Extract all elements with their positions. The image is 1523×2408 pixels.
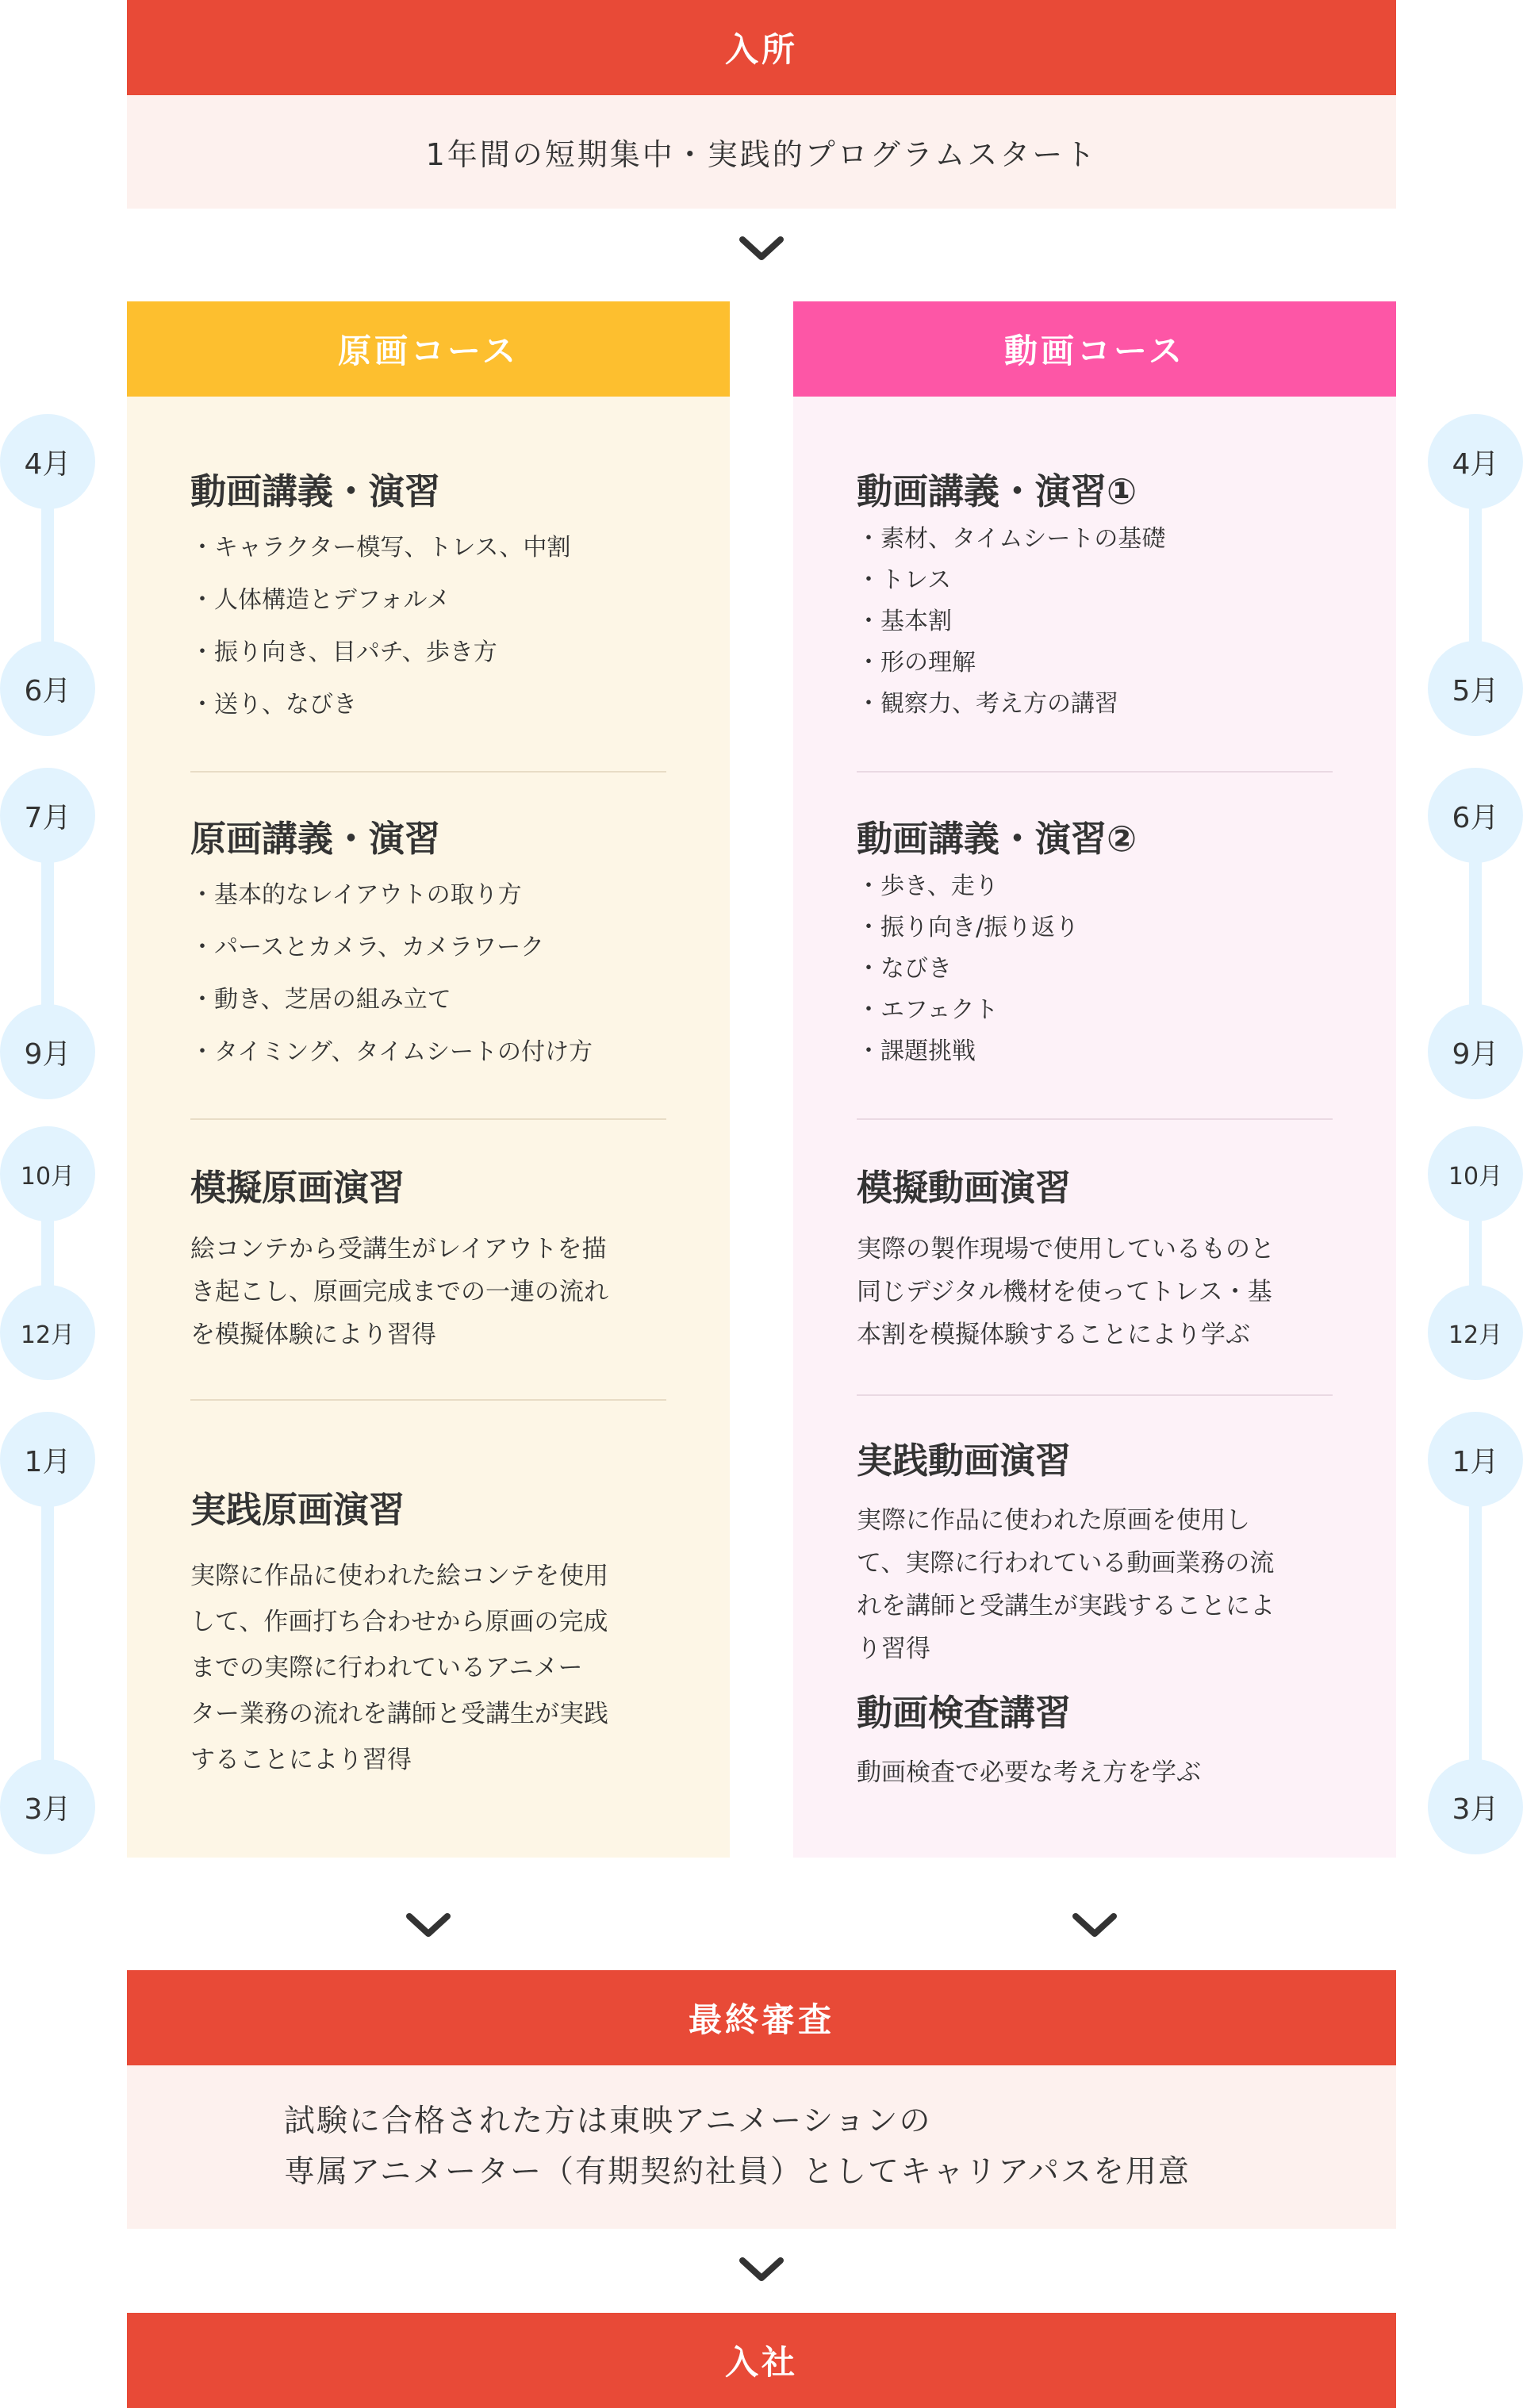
entry-subtitle: 1年間の短期集中・実践的プログラムスタート (425, 137, 1098, 172)
month-marker: 12月 (1428, 1285, 1523, 1380)
month-marker: 12月 (0, 1285, 95, 1380)
month-marker: 1月 (1428, 1412, 1523, 1507)
join-title: 入社 (724, 2343, 798, 2382)
section-title: 実践動画演習 (857, 1440, 1072, 1482)
section-title: 動画講義・演習 (190, 470, 441, 512)
final-exam-description: 試験に合格された方は東映アニメーションの 専属アニメーター（有期契約社員）としてキャリアパスを用意 (284, 2103, 1191, 2190)
section-divider (857, 1118, 1333, 1120)
section-title: 模擬原画演習 (190, 1167, 405, 1209)
genga-course-header: 原画コース (127, 301, 730, 397)
section-description: 動画検査で必要な考え方を学ぶ (857, 1758, 1201, 1787)
entry-title: 入所 (724, 30, 798, 69)
month-marker: 4月 (1428, 414, 1523, 509)
list-item: ・素材、タイムシートの基礎 (857, 525, 1166, 553)
month-marker: 6月 (0, 641, 95, 736)
month-marker: 1月 (0, 1412, 95, 1507)
section-divider (857, 1394, 1333, 1396)
list-item: ・人体構造とデフォルメ (190, 586, 451, 614)
list-item: ・エフェクト (857, 996, 999, 1024)
section-divider (857, 771, 1333, 773)
list-item: ・観察力、考え方の講習 (857, 690, 1118, 718)
final-exam-band (127, 2065, 1396, 2229)
month-marker: 7月 (0, 768, 95, 863)
timeline-left-line-4 (41, 1459, 54, 1808)
douga-section-jissen (857, 1437, 1333, 1670)
list-item: ・基本的なレイアウトの取り方 (190, 881, 522, 909)
section-title: 動画講義・演習② (857, 818, 1137, 860)
list-item: ・振り向き/振り返り (857, 914, 1080, 941)
chevron-down-icon (738, 2256, 785, 2284)
section-divider (190, 1118, 666, 1120)
douga-course-header: 動画コース (793, 301, 1396, 397)
douga-section-lecture-1 (857, 468, 1333, 725)
timeline-right-line-4 (1469, 1459, 1482, 1808)
month-marker: 6月 (1428, 768, 1523, 863)
list-item: ・キャラクター模写、トレス、中割 (190, 534, 571, 562)
section-title: 実践原画演習 (190, 1489, 405, 1531)
list-item: ・動き、芝居の組み立て (190, 986, 451, 1014)
section-divider (190, 1399, 666, 1401)
genga-section-jissen (190, 1486, 666, 1783)
genga-section-mogi (190, 1164, 666, 1356)
list-item: ・歩き、走り (857, 872, 999, 900)
list-item: ・タイミング、タイムシートの付け方 (190, 1038, 593, 1066)
douga-course-body (793, 397, 1396, 1858)
month-marker: 3月 (0, 1759, 95, 1854)
entry-subtitle-band (127, 95, 1396, 209)
list-item: ・課題挑戦 (857, 1037, 976, 1065)
genga-section-genga-lecture (190, 815, 666, 1079)
list-item: ・なびき (857, 955, 952, 983)
section-title: 動画講義・演習① (857, 470, 1137, 512)
month-marker: 9月 (1428, 1004, 1523, 1099)
section-description: 絵コンテから受講生がレイアウトを描 き起こし、原画完成までの一連の流れ を模擬体験により習得 (190, 1235, 608, 1349)
month-marker: 9月 (0, 1004, 95, 1099)
month-marker: 4月 (0, 414, 95, 509)
month-marker: 10月 (0, 1126, 95, 1221)
section-title: 原画講義・演習 (190, 818, 441, 860)
section-divider (190, 771, 666, 773)
douga-section-mogi (857, 1164, 1333, 1356)
chevron-down-icon (405, 1911, 452, 1940)
genga-section-douga-lecture (190, 468, 666, 731)
list-item: ・パースとカメラ、カメラワーク (190, 934, 545, 961)
section-description: 実際に作品に使われた絵コンテを使用 して、作画打ち合わせから原画の完成 までの実際に行われているアニメー ター業務の流れを講師と受講生が実践 することにより習得 (190, 1562, 608, 1774)
douga-course-column (793, 301, 1396, 1787)
chevron-down-icon (738, 235, 785, 263)
section-title: 模擬動画演習 (857, 1167, 1072, 1209)
month-marker: 3月 (1428, 1759, 1523, 1854)
genga-course-body (127, 397, 730, 1858)
final-exam-banner (127, 1970, 1396, 2065)
chevron-down-icon (1071, 1911, 1118, 1940)
join-banner (127, 2313, 1396, 2408)
genga-course-column (127, 301, 730, 1774)
list-item: ・トレス (857, 566, 952, 594)
douga-section-kensa (857, 1689, 1333, 1794)
list-item: ・送り、なびき (190, 691, 357, 719)
month-marker: 10月 (1428, 1126, 1523, 1221)
list-item: ・振り向き、目パチ、歩き方 (190, 638, 497, 666)
final-exam-title: 最終審査 (688, 2000, 834, 2039)
list-item: ・形の理解 (857, 649, 976, 677)
douga-section-lecture-2 (857, 815, 1333, 1072)
entry-banner (127, 0, 1396, 95)
list-item: ・基本割 (857, 608, 952, 635)
section-description: 実際の製作現場で使用しているものと 同じデジタル機材を使ってトレス・基 本割を模擬体験することにより学ぶ (857, 1235, 1275, 1349)
month-marker: 5月 (1428, 641, 1523, 736)
section-description: 実際に作品に使われた原画を使用し て、実際に行われている動画業務の流 れを講師と受講生が実践することによ り習得 (857, 1506, 1275, 1663)
section-title: 動画検査講習 (857, 1692, 1072, 1734)
